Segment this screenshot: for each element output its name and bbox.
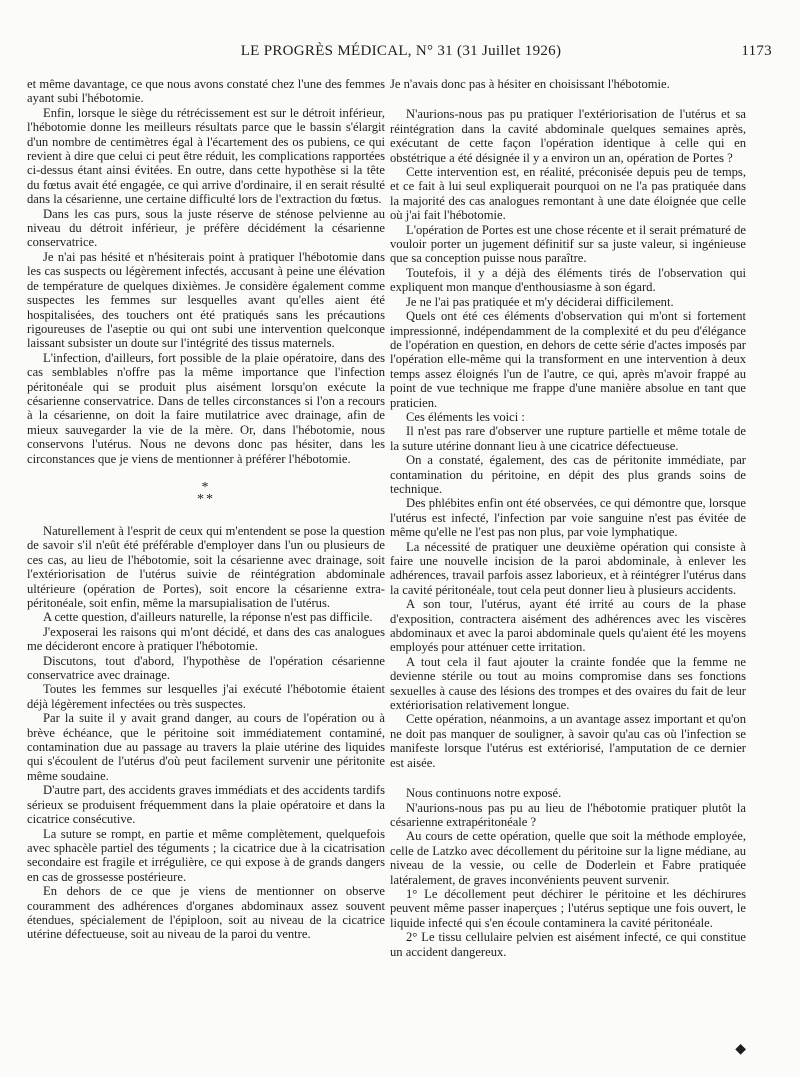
- paragraph: Des phlébites enfin ont été observées, ce qui démontre que, lorsque l'utérus est infecté, l'infection par voie sanguine n'est pas évitée de même qu'elle ne l'est pas non plus, par voie lymphatique.: [390, 496, 746, 540]
- paragraph: A tout cela il faut ajouter la crainte fondée que la femme ne devienne stérile ou tout au moins compromise dans ses fonctions sexuelles à cause des lésions des trompes et des ovaires du fait de leur extériorisation relativement longue.: [390, 654, 746, 713]
- paragraph: L'infection, d'ailleurs, fort possible de la plaie opératoire, dans des cas semblables n'offre pas la même importance que l'infection péritonéale qui se produit plus aisément lorsqu'on exécute la césarienne conservatrice. Dans de telles circonstances si l'on a recours à la césarienne, on doit la faire mutilatrice avec drainage, afin de mieux sauvegarder la vie de la mère. Or, dans l'hébotomie, nous conservons l'utérus. Nous ne devons donc pas hésiter, dans les circonstances que je viens de mentionner à préférer l'hébotomie.: [27, 350, 385, 466]
- paragraph: Toutes les femmes sur lesquelles j'ai exécuté l'hébotomie étaient déjà légèrement infectées ou très suspectes.: [27, 682, 385, 711]
- right-column-section-3: [390, 786, 746, 959]
- paragraph: 2° Le tissu cellulaire pelvien est aisément infecté, ce qui constitue un accident dangereux.: [390, 930, 746, 959]
- page-header: [30, 43, 772, 65]
- paragraph: Cette intervention est, en réalité, préconisée depuis peu de temps, et ce fait à lui seul expliquerait pourquoi on ne l'a pas pratiquée dans la majorité des cas analogues remontant à une date éloignée que celle où j'ai fait l'hébotomie.: [390, 165, 746, 223]
- paragraph: Il n'est pas rare d'observer une rupture partielle et même totale de la suture utérine donnant lieu à une cicatrice défectueuse.: [390, 424, 746, 453]
- paragraph: Naturellement à l'esprit de ceux qui m'entendent se pose la question de savoir s'il n'eût été préférable d'employer dans l'un ou plusieurs de ces cas, au lieu de l'hébotomie, soit la césarienne avec drainage, soit l'extériorisation de l'utérus suivie de réintégration abdominale ultérieure (opération de Portes), soit encore la césarienne extra-péritonéale, soit enfin, même la marsupialisation de l'utérus.: [27, 523, 385, 610]
- paragraph: La suture se rompt, en partie et même complètement, quelquefois avec sphacèle partiel des téguments ; la cicatrice due à la cicatrisation secondaire est fragile et irrégulière, ce qui expose à de grands dangers en cas de grossesse postérieure.: [27, 826, 385, 884]
- paragraph: Ces éléments les voici :: [406, 409, 525, 424]
- paragraph: Dans les cas purs, sous la juste réserve de sténose pelvienne au niveau du détroit inférieur, je préfère décidément la césarienne conservatrice.: [27, 206, 385, 250]
- paragraph: On a constaté, également, des cas de péritonite immédiate, par contamination du péritoine, en dépit des plus grands soins de technique.: [390, 453, 746, 496]
- paragraph: J'exposerai les raisons qui m'ont décidé, et dans des cas analogues me décideront encore à pratiquer l'hébotomie.: [27, 624, 385, 654]
- right-column: [390, 77, 746, 1057]
- paragraph: A son tour, l'utérus, ayant été irrité au cours de la phase d'exposition, contractera aisément des adhérences avec les viscères abdominaux et avec la paroi abdominale quels qu'aient été les moyens employés pour atténuer cette irritation.: [390, 597, 746, 655]
- end-mark: ◆: [735, 1041, 746, 1057]
- paragraph: Je ne l'ai pas pratiquée et m'y déciderai difficilement.: [406, 294, 674, 309]
- paragraph: Je n'ai pas hésité et n'hésiterais point à pratiquer l'hébotomie dans les cas suspects ou légèrement infectés, accusant à peine une élévation de température de quelques dixièmes. Je considère également comme suspectes les femmes sur lesquelles avant qu'elles aient été hospitalisées, des touchers ont été pratiqués sans les précautions rigoureuses de l'aseptie ou qui ont subi une intervention quelconque laissant subsister un doute sur l'intégrité des tissus maternels.: [27, 249, 385, 351]
- right-column-section-1: [390, 77, 746, 91]
- paragraph: Par la suite il y avait grand danger, au cours de l'opération ou à brève échéance, que le péritoine soit immédiatement contaminé, contamination due au passage au travers la plaie utérine des liquides qui s'écoulent de l'utérus d'où peut facilement survenir une péritonite même soudaine.: [27, 711, 385, 783]
- page-number: 1173: [741, 43, 772, 59]
- paragraph: D'autre part, des accidents graves immédiats et des accidents tardifs sérieux se produisent fréquemment dans la plaie opératoire et dans la cicatrice consécutive.: [27, 783, 385, 827]
- paragraph: Toutefois, il y a déjà des éléments tirés de l'observation qui expliquent mon manque d'enthousiasme à son égard.: [390, 265, 746, 295]
- paragraph: Cette opération, néanmoins, a un avantage assez important et qu'on ne doit pas manquer de souligner, à savoir qu'au cas où l'infection se manifeste lorsque l'utérus est extériorisé, l'amputation de ce dernier est aisée.: [390, 712, 746, 770]
- paragraph: En dehors de ce que je viens de mentionner on observe couramment des adhérences d'organes abdominaux assez souvent étendues, spécialement de l'épiploon, soit au niveau de la cicatrice utérine défectueuse, soit au niveau de la paroi du ventre.: [27, 884, 385, 942]
- paragraph: Nous continuons notre exposé.: [406, 786, 562, 801]
- paragraph: A cette question, d'ailleurs naturelle, la réponse n'est pas difficile.: [43, 610, 373, 625]
- paragraph: La nécessité de pratiquer une deuxième opération qui consiste à faire une nouvelle incision de la paroi abdominale, à enlever les adhérences, travail parfois assez laborieux, et à réintégrer l'utérus dans la cavité péritonéale, tout cela peut donner lieu à plusieurs accidents.: [390, 539, 746, 597]
- paragraph: Enfin, lorsque le siège du rétrécissement est sur le détroit inférieur, l'hébotomie donne les meilleurs résultats parce que le bassin s'élargit d'un nombre de centimètres égal à l'écartement des os pubiens, ce qui revient à dire que celui ci peut être réduit, les complications rapportées ci-dessus étant ainsi évitées. En outre, dans cette hypothèse si la tête du fœtus avait été engagée, ce qui arrive d'ordinaire, il en serait résulté dans la césarienne, une certaine difficulté lors de l'extraction du fœtus.: [27, 105, 385, 207]
- section-separator: * **: [197, 479, 215, 507]
- paragraph: N'aurions-nous pas pu pratiquer l'extériorisation de l'utérus et sa réintégration dans la cavité abdominale quelques semaines après, exécutant de cette façon l'opération identique à celle qui en obstétrique a été désignée il y a environ un an, opération de Portes ?: [390, 107, 746, 165]
- left-column: [27, 77, 385, 1057]
- paragraph: Au cours de cette opération, quelle que soit la méthode employée, celle de Latzko avec décollement du péritoine sur la ligne médiane, au niveau de la vessie, ou celle de Doderlein et Fabre pratiquée latéralement, de graves inconvénients peuvent survenir.: [390, 829, 746, 887]
- paragraph: L'opération de Portes est une chose récente et il serait prématuré de vouloir porter un jugement définitif sur sa juste valeur, si ingénieuse que sa conception puisse nous paraître.: [390, 222, 746, 266]
- journal-title: LE PROGRÈS MÉDICAL, N° 31 (31 Juillet 1926): [240, 43, 562, 59]
- paragraph: et même davantage, ce que nous avons constaté chez l'une des femmes ayant subi l'hébotomie.: [27, 77, 385, 106]
- paragraph: Je n'avais donc pas à hésiter en choisissant l'hébotomie.: [390, 77, 670, 91]
- paragraph: Quels ont été ces éléments d'observation qui m'ont si fortement impressionné, indépendamment de la complexité et du peu d'élégance de l'opération en question, en dehors de cette série d'actes imposés par l'opération elle-même qui la transforment en une intervention à deux temps assez éloignés l'un de l'autre, ce qui, après m'avoir frappé au point de vue technique me frappe d'une manière absolue en tant que praticien.: [390, 309, 746, 410]
- right-column-section-2: [390, 107, 746, 770]
- paragraph: N'aurions-nous pas pu au lieu de l'hébotomie pratiquer plutôt la césarienne extrapéritonéale ?: [390, 800, 746, 829]
- left-column-section-1: [27, 77, 385, 466]
- paragraph: Discutons, tout d'abord, l'hypothèse de l'opération césarienne conservatrice avec drainage.: [27, 653, 385, 683]
- paragraph: 1° Le décollement peut déchirer le péritoine et les déchirures peuvent même passer inaperçues ; l'utérus septique une fois ouvert, le liquide infecté qui s'en écoule contaminera la cavité péritonéale.: [390, 886, 746, 930]
- left-column-section-2: [27, 524, 385, 942]
